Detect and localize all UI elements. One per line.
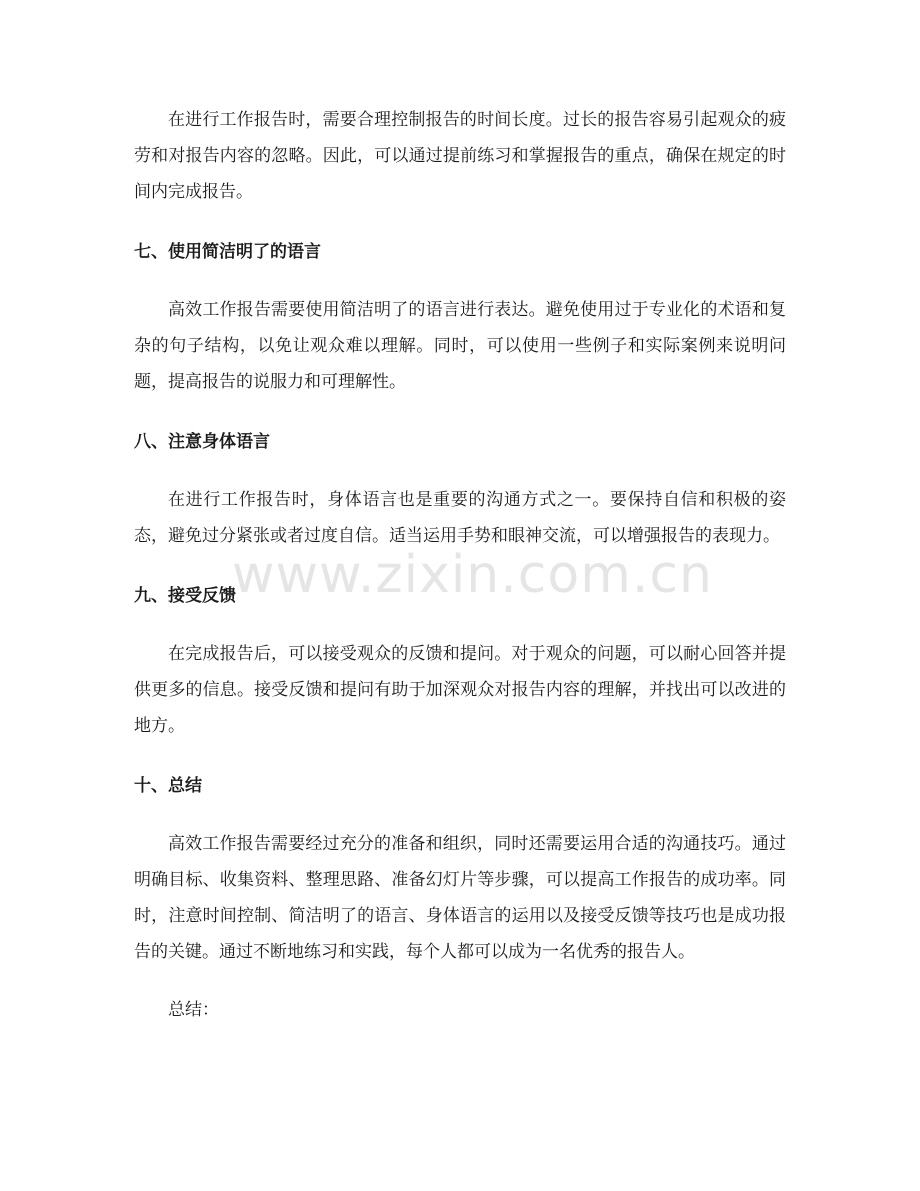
- heading-section-7: 七、使用简洁明了的语言: [134, 242, 321, 262]
- paragraph-section-9: 在完成报告后，可以接受观众的反馈和提问。对于观众的问题，可以耐心回答并提供更多的信息。接受反馈和提问有助于加深观众对报告内容的理解，并找出可以改进的地方。: [134, 644, 786, 736]
- heading-section-8: 八、注意身体语言: [134, 432, 270, 452]
- paragraph-section-10: 高效工作报告需要经过充分的准备和组织，同时还需要运用合适的沟通技巧。通过明确目标、收集资料、整理思路、准备幻灯片等步骤，可以提高工作报告的成功率。同时，注意时间控制、简洁明了的语言、身体语言的运用以及接受反馈等技巧也是成功报告的关键。通过不断地练习和实践，每个人都可以成为一名优秀的报告人。: [134, 834, 786, 962]
- watermark-text: www.zixin.com.cn: [232, 545, 713, 605]
- paragraph-section-7: 高效工作报告需要使用简洁明了的语言进行表达。避免使用过于专业化的术语和复杂的句子结构，以免让观众难以理解。同时，可以使用一些例子和实际案例来说明问题，提高报告的说服力和可理解性。: [134, 300, 786, 392]
- heading-section-9: 九、接受反馈: [134, 586, 236, 606]
- paragraph-intro: 在进行工作报告时，需要合理控制报告的时间长度。过长的报告容易引起观众的疲劳和对报告内容的忽略。因此，可以通过提前练习和掌握报告的重点，确保在规定的时间内完成报告。: [134, 110, 786, 202]
- heading-section-10: 十、总结: [134, 776, 202, 796]
- paragraph-section-8: 在进行工作报告时，身体语言也是重要的沟通方式之一。要保持自信和积极的姿态，避免过分紧张或者过度自信。适当运用手势和眼神交流，可以增强报告的表现力。: [134, 490, 786, 546]
- final-summary-label: 总结：: [168, 1000, 219, 1020]
